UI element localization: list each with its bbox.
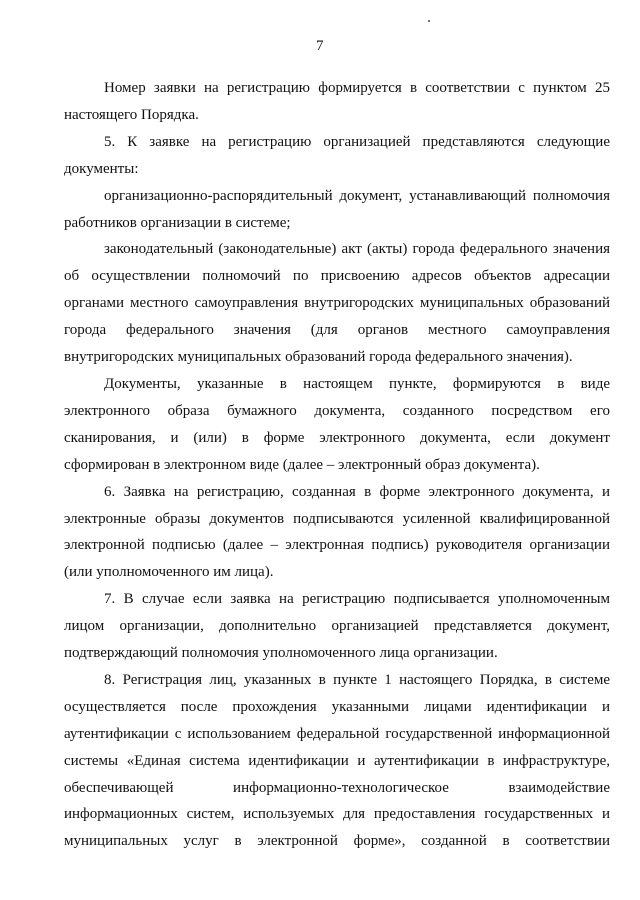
paragraph-request-number: Номер заявки на регистрацию формируется в соответствии с пунктом 25 настоящего Порядка. — [64, 80, 610, 123]
paragraph-org-document: организационно-распорядительный документ, устанавливающий полномочия работников организации в системе; — [64, 187, 610, 231]
paragraph-documents-format: Документы, указанные в настоящем пункте, формируются в виде электронного образа бумажного документа, созданного посредством его сканирования, и (или) в форме электронного документа, если документ сформирован в электронном виде (далее – электронный образ документа). — [64, 375, 610, 473]
paragraph-item-8: 8. Регистрация лиц, указанных в пункте 1 настоящего Порядка, в системе осуществляется после прохождения указанными лицами идентификации и аутентификации с использованием федеральной государственной информационной системы «Единая система идентификации и аутентификации в инфраструктуре, обеспечивающей информационно-технологическое взаимодействие информационных систем, используемых для предоставления государственных и муниципальных услуг в электронной форме», созданной в соответствии — [64, 671, 610, 850]
paragraph-item-7: 7. В случае если заявка на регистрацию подписывается уполномоченным лицом организации, дополнительно организацией представляется документ, подтверждающий полномочия уполномоченного лица организации. — [64, 591, 610, 662]
document-body — [64, 75, 610, 855]
paragraph-item-5: 5. К заявке на регистрацию организацией представляются следующие документы: — [64, 133, 610, 177]
paragraph-legislative-act: законодательный (законодательные) акт (акты) города федерального значения об осуществлении полномочий по присвоению адресов объектов адресации органами местного самоуправления внутригородских муниципальных образований города федерального значения (для органов местного самоуправления внутригородских муниципальных образований города федерального значения). — [64, 241, 610, 366]
paragraph-item-6: 6. Заявка на регистрацию, созданная в форме электронного документа, и электронные образы документов подписываются усиленной квалифицированной электронной подписью (далее – электронная подпись) руководителя организации (или уполномоченного им лица). — [64, 483, 610, 581]
page-number: 7 — [316, 38, 324, 54]
scan-speck — [428, 20, 430, 22]
